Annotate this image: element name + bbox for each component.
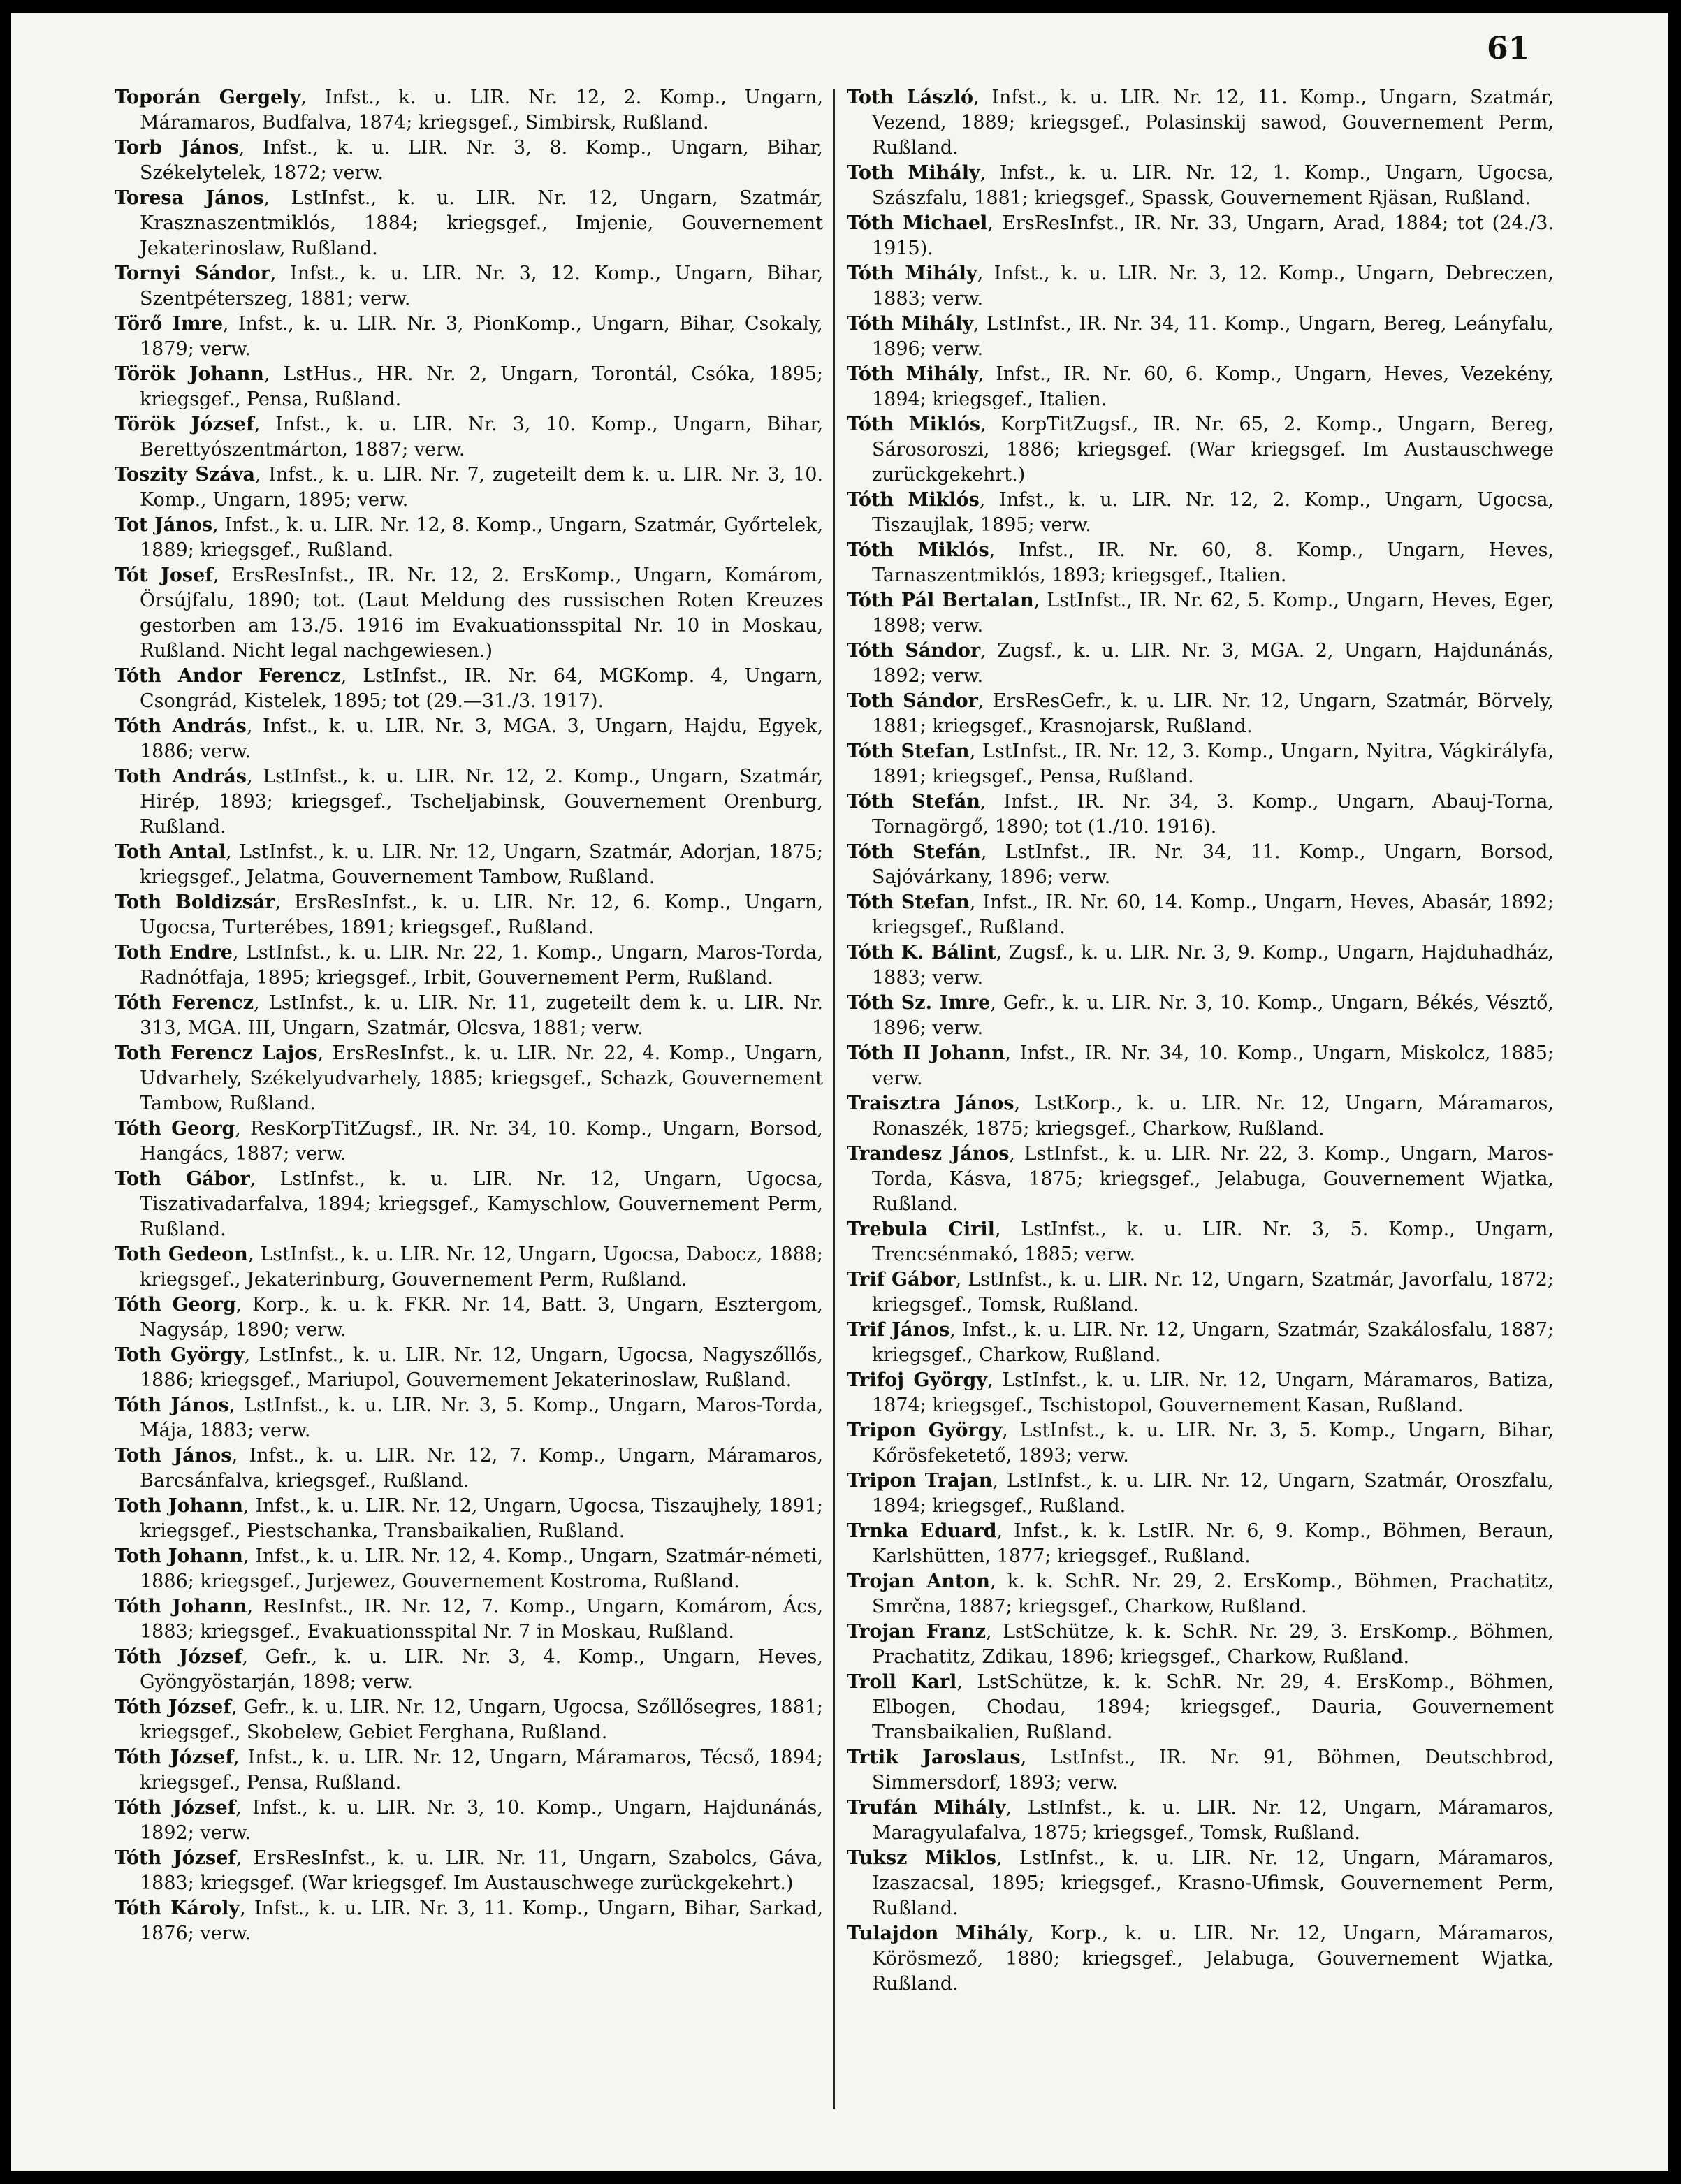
entry-name: Tóth Mihály xyxy=(847,263,977,284)
entry-details: , LstInfst., IR. Nr. 91, Böhmen, Deutschbrod, Simmersdorf, 1893; verw. xyxy=(872,1747,1554,1793)
entry-name: Toth Endre xyxy=(115,942,233,963)
register-entry xyxy=(115,312,823,362)
entry-name: Toth Johann xyxy=(115,1545,243,1567)
entry-name: Tóth Miklós xyxy=(847,539,989,561)
register-entry xyxy=(115,362,823,412)
entry-name: Toszity Száva xyxy=(115,464,256,486)
register-entry xyxy=(847,1091,1554,1142)
entry-name: Toresa János xyxy=(115,187,264,209)
entry-name: Tóth Miklós xyxy=(847,489,980,511)
register-entry xyxy=(115,714,823,764)
register-entry xyxy=(115,412,823,463)
entry-details: , Zugsf., k. u. LIR. Nr. 3, 9. Komp., Ungarn, Hajduhadház, 1883; verw. xyxy=(872,942,1554,989)
register-entry xyxy=(115,186,823,261)
register-entry xyxy=(115,513,823,563)
entry-name: Tóth Stefan xyxy=(847,891,970,913)
register-entry xyxy=(847,312,1554,362)
entry-details: , ErsResGefr., k. u. LIR. Nr. 12, Ungarn, Szatmár, Börvely, 1881; kriegsgef., Krasnojarsk, Rußland. xyxy=(872,690,1555,737)
entry-name: Tóth Miklós xyxy=(847,414,981,435)
entry-details: , ErsResInfst., IR. Nr. 33, Ungarn, Arad, 1884; tot (24./3. 1915). xyxy=(872,212,1554,259)
entry-name: Tóth József xyxy=(115,1847,236,1869)
register-entry xyxy=(115,1393,823,1443)
entry-name: Tóth Stefan xyxy=(847,741,970,762)
entry-details: , LstKorp., k. u. LIR. Nr. 12, Ungarn, Máramaros, Ronaszék, 1875; kriegsgef., Charkow, Rußland. xyxy=(872,1093,1554,1140)
entry-name: Toth András xyxy=(115,766,247,787)
register-entry xyxy=(847,488,1554,538)
register-entry xyxy=(847,1569,1554,1619)
entry-details: , LstHus., HR. Nr. 2, Ungarn, Torontál, Csóka, 1895; kriegsgef., Pensa, Rußland. xyxy=(140,363,823,410)
register-entry xyxy=(115,1242,823,1293)
entry-name: Tóth II Johann xyxy=(847,1042,1005,1064)
register-entry xyxy=(115,1544,823,1594)
entry-name: Tuksz Miklos xyxy=(847,1847,996,1869)
register-entry xyxy=(847,1796,1554,1846)
entry-details: , LstSchütze, k. k. SchR. Nr. 29, 3. ErsKomp., Böhmen, Prachatitz, Zdikau, 1896; kriegsgef., Charkow, Rußland. xyxy=(872,1621,1554,1668)
register-entry xyxy=(115,1343,823,1393)
entry-name: Tóth József xyxy=(115,1747,234,1768)
entry-details: , ErsResInfst., k. u. LIR. Nr. 22, 4. Komp., Ungarn, Udvarhely, Székelyudvarhely, 1885; kriegsgef., Schazk, Gouvernement Tambow, Rußland. xyxy=(140,1042,823,1114)
entry-details: , Infst., IR. Nr. 60, 8. Komp., Ungarn, Heves, Tarnaszentmiklós, 1893; kriegsgef., Italien. xyxy=(872,539,1555,586)
register-entry xyxy=(115,764,823,840)
entry-details: , Infst., k. u. LIR. Nr. 3, MGA. 3, Ungarn, Hajdu, Egyek, 1886; verw. xyxy=(140,715,823,762)
entry-name: Tóth Georg xyxy=(115,1294,236,1316)
register-entry xyxy=(847,1670,1554,1745)
entry-name: Tóth Ferencz xyxy=(115,992,254,1014)
entry-details: , Infst., IR. Nr. 60, 6. Komp., Ungarn, Heves, Vezekény, 1894; kriegsgef., Italien. xyxy=(872,363,1555,410)
entry-details: , LstInfst., IR. Nr. 34, 11. Komp., Ungarn, Bereg, Leányfalu, 1896; verw. xyxy=(872,313,1554,360)
register-entry xyxy=(847,1519,1554,1569)
entry-name: Trebula Ciril xyxy=(847,1218,995,1240)
entry-name: Törő Imre xyxy=(115,313,224,335)
entry-details: , Infst., k. u. LIR. Nr. 12, Ungarn, Szatmár, Szakálosfalu, 1887; kriegsgef., Charkow, Rußland. xyxy=(872,1319,1554,1366)
register-entry xyxy=(847,840,1554,890)
entry-details: , LstInfst., IR. Nr. 34, 11. Komp., Ungarn, Borsod, Sajóvárkany, 1896; verw. xyxy=(872,841,1554,888)
entry-name: Toth Johann xyxy=(115,1495,243,1517)
register-entry xyxy=(115,1116,823,1167)
entry-details: , LstInfst., k. u. LIR. Nr. 12, Ungarn, Ugocsa, Dabocz, 1888; kriegsgef., Jekaterinburg, Gouvernement Perm, Rußland. xyxy=(140,1244,823,1290)
register-entry xyxy=(115,1695,823,1745)
register-entry xyxy=(115,1293,823,1343)
entry-name: Toth Ferencz Lajos xyxy=(115,1042,318,1064)
register-entry xyxy=(847,1217,1554,1267)
register-entry xyxy=(115,840,823,890)
register-entry xyxy=(115,991,823,1041)
right-column xyxy=(847,85,1554,1997)
entry-name: Trufán Mihály xyxy=(847,1797,1006,1819)
entry-details: , LstInfst., k. u. LIR. Nr. 12, Ungarn, Szatmár, Javorfalu, 1872; kriegsgef., Tomsk, Rußland. xyxy=(872,1269,1555,1316)
entry-details: , LstInfst., IR. Nr. 62, 5. Komp., Ungarn, Heves, Eger, 1898; verw. xyxy=(872,590,1554,636)
entry-details: , Infst., k. k. LstIR. Nr. 6, 9. Komp., Böhmen, Beraun, Karlshütten, 1877; kriegsgef., Rußland. xyxy=(872,1520,1554,1567)
entry-name: Trojan Franz xyxy=(847,1621,986,1643)
entry-details: , LstInfst., k. u. LIR. Nr. 12, Ungarn, Máramaros, Batiza, 1874; kriegsgef., Tschistopol, Gouvernement Kasan, Rußland. xyxy=(872,1369,1555,1416)
entry-name: Tóth Pál Bertalan xyxy=(847,590,1034,611)
entry-name: Torb János xyxy=(115,137,239,159)
entry-name: Toth Boldizsár xyxy=(115,891,275,913)
register-entry xyxy=(847,739,1554,789)
entry-details: , Infst., k. u. LIR. Nr. 3, 12. Komp., Ungarn, Debreczen, 1883; verw. xyxy=(872,263,1555,310)
entry-name: Trifoj György xyxy=(847,1369,987,1391)
entry-name: Trif Gábor xyxy=(847,1269,956,1290)
entry-name: Tóth Mihály xyxy=(847,313,974,335)
entry-details: , Infst., k. u. LIR. Nr. 3, 8. Komp., Ungarn, Bihar, Székelytelek, 1872; verw. xyxy=(140,137,824,184)
entry-details: , LstInfst., IR. Nr. 64, MGKomp. 4, Ungarn, Csongrád, Kistelek, 1895; tot (29.—31./3. 1917). xyxy=(140,665,823,712)
entry-details: , LstInfst., k. u. LIR. Nr. 3, 5. Komp., Ungarn, Bihar, Kőrösfeketető, 1893; verw. xyxy=(872,1420,1554,1466)
register-entry xyxy=(115,1846,823,1896)
register-entry xyxy=(847,1368,1554,1418)
entry-name: Toth László xyxy=(847,87,973,108)
entry-details: , LstInfst., k. u. LIR. Nr. 12, Ungarn, Ugocsa, Nagyszőllős, 1886; kriegsgef., Mariupol, Gouvernement Jekaterinoslaw, Rußland. xyxy=(140,1344,823,1391)
entry-name: Tóth K. Bálint xyxy=(847,942,996,963)
entry-name: Tóth András xyxy=(115,715,247,737)
entry-name: Toth Sándor xyxy=(847,690,978,712)
entry-name: Traisztra János xyxy=(847,1093,1014,1114)
register-entry xyxy=(115,1796,823,1846)
entry-details: , LstInfst., k. u. LIR. Nr. 12, Ungarn, Szatmár, Adorjan, 1875; kriegsgef., Jelatma, Gouvernement Tambow, Rußland. xyxy=(140,841,823,888)
entry-name: Tóth Károly xyxy=(115,1898,240,1919)
register-entry xyxy=(115,463,823,513)
entry-details: , Infst., k. u. LIR. Nr. 3, 12. Komp., Ungarn, Bihar, Szentpéterszeg, 1881; verw. xyxy=(140,263,823,310)
register-entry xyxy=(847,1418,1554,1469)
entry-details: , Infst., k. u. LIR. Nr. 12, Ungarn, Ugocsa, Tiszaujhely, 1891; kriegsgef., Piestschanka, Transbaikalien, Rußland. xyxy=(140,1495,823,1542)
register-entry xyxy=(847,412,1554,488)
entry-name: Tulajdon Mihály xyxy=(847,1923,1028,1944)
entry-name: Tóth Sz. Imre xyxy=(847,992,991,1014)
entry-name: Tripon Trajan xyxy=(847,1470,993,1492)
register-entry xyxy=(847,940,1554,991)
entry-name: Tot János xyxy=(115,514,213,536)
entry-details: , Infst., k. u. LIR. Nr. 12, 2. Komp., Ungarn, Ugocsa, Tiszaujlak, 1895; verw. xyxy=(872,489,1555,536)
register-entry xyxy=(847,789,1554,840)
entry-details: , ErsResInfst., k. u. LIR. Nr. 11, Ungarn, Szabolcs, Gáva, 1883; kriegsgef. (War kriegsgef. Im Austauschwege zurückgekehrt.) xyxy=(140,1847,823,1894)
entry-name: Trif János xyxy=(847,1319,950,1341)
entry-details: , LstInfst., k. u. LIR. Nr. 12, Ungarn, Máramaros, Maragyulafalva, 1875; kriegsgef., Tomsk, Rußland. xyxy=(872,1797,1554,1844)
entry-name: Troll Karl xyxy=(847,1671,957,1693)
left-column xyxy=(115,85,823,1946)
register-entry xyxy=(847,890,1554,940)
entry-details: , LstInfst., IR. Nr. 12, 3. Komp., Ungarn, Nyitra, Vágkirályfa, 1891; kriegsgef., Pensa, Rußland. xyxy=(872,741,1554,787)
entry-name: Tóth József xyxy=(115,1646,242,1668)
entry-name: Toth Mihály xyxy=(847,162,980,184)
entry-details: , ErsResInfst., IR. Nr. 12, 2. ErsKomp., Ungarn, Komárom, Örsújfalu, 1890; tot. (Laut Meldung des russischen Roten Kreuzes gestorben am 13./5. 1916 im Evakuationsspital Nr. 10 in Moskau, Rußland. Nicht legal nachgewiesen.) xyxy=(140,565,823,662)
entry-details: , Gefr., k. u. LIR. Nr. 3, 10. Komp., Ungarn, Békés, Vésztő, 1896; verw. xyxy=(872,992,1554,1039)
entry-details: , Infst., k. u. LIR. Nr. 3, 10. Komp., Ungarn, Bihar, Berettyószentmárton, 1887; verw. xyxy=(140,414,823,460)
entry-details: , Infst., IR. Nr. 60, 14. Komp., Ungarn, Heves, Abasár, 1892; kriegsgef., Rußland. xyxy=(872,891,1554,938)
entry-details: , k. k. SchR. Nr. 29, 2. ErsKomp., Böhmen, Prachatitz, Smrčna, 1887; kriegsgef., Charkow, Rußland. xyxy=(872,1571,1554,1617)
entry-name: Tripon György xyxy=(847,1420,1003,1441)
register-entry xyxy=(115,136,823,186)
entry-name: Tóth Stefán xyxy=(847,791,980,813)
entry-details: , Infst., k. u. LIR. Nr. 3, 10. Komp., Ungarn, Hajdunánás, 1892; verw. xyxy=(140,1797,823,1844)
entry-name: Tóth Georg xyxy=(115,1118,235,1140)
entry-name: Trojan Anton xyxy=(847,1571,990,1592)
entry-name: Tornyi Sándor xyxy=(115,263,270,284)
entry-details: , LstInfst., k. u. LIR. Nr. 22, 1. Komp., Ungarn, Maros-Torda, Radnótfaja, 1895; kriegsgef., Irbit, Gouvernement Perm, Rußland. xyxy=(140,942,823,989)
entry-details: , LstInfst., k. u. LIR. Nr. 12, Ungarn, Máramaros, Izaszacsal, 1895; kriegsgef., Krasno-Ufimsk, Gouvernement Perm, Rußland. xyxy=(872,1847,1554,1919)
entry-details: , LstInfst., k. u. LIR. Nr. 12, Ungarn, Szatmár, Oroszfalu, 1894; kriegsgef., Rußland. xyxy=(872,1470,1554,1517)
entry-details: , Infst., k. u. LIR. Nr. 12, Ungarn, Máramaros, Técső, 1894; kriegsgef., Pensa, Rußland. xyxy=(140,1747,823,1793)
entry-details: , ResKorpTitZugsf., IR. Nr. 34, 10. Komp., Ungarn, Borsod, Hangács, 1887; verw. xyxy=(140,1118,823,1165)
register-entry xyxy=(847,1619,1554,1670)
entry-name: Török József xyxy=(115,414,254,435)
entry-details: , LstInfst., k. u. LIR. Nr. 3, 5. Komp., Ungarn, Trencsénmakó, 1885; verw. xyxy=(872,1218,1554,1265)
entry-name: Tót Josef xyxy=(115,565,213,586)
register-entry xyxy=(847,85,1554,161)
register-entry xyxy=(115,1443,823,1494)
register-entry xyxy=(115,1645,823,1695)
register-entry xyxy=(115,1594,823,1645)
entry-name: Toth Gedeon xyxy=(115,1244,248,1265)
register-entry xyxy=(115,1745,823,1796)
register-entry xyxy=(115,940,823,991)
entry-details: , ResInfst., IR. Nr. 12, 7. Komp., Ungarn, Komárom, Ács, 1883; kriegsgef., Evakuationsspital Nr. 7 in Moskau, Rußland. xyxy=(140,1596,823,1643)
register-entry xyxy=(115,1494,823,1544)
register-entry xyxy=(847,1921,1554,1997)
entry-details: , Infst., k. u. LIR. Nr. 3, PionKomp., Ungarn, Bihar, Csokaly, 1879; verw. xyxy=(140,313,824,360)
entry-details: , Infst., k. u. LIR. Nr. 12, 1. Komp., Ungarn, Ugocsa, Szászfalu, 1881; kriegsgef., Spassk, Gouvernement Rjäsan, Rußland. xyxy=(872,162,1555,209)
entry-details: , Gefr., k. u. LIR. Nr. 3, 4. Komp., Ungarn, Heves, Gyöngyöstarján, 1898; verw. xyxy=(140,1646,823,1693)
register-entry xyxy=(115,890,823,940)
register-entry xyxy=(847,362,1554,412)
register-entry xyxy=(847,1846,1554,1921)
register-entry xyxy=(115,1896,823,1946)
entry-details: , Infst., k. u. LIR. Nr. 12, 7. Komp., Ungarn, Máramaros, Barcsánfalva, kriegsgef., Rußland. xyxy=(140,1445,823,1492)
entry-details: , LstInfst., k. u. LIR. Nr. 22, 3. Komp., Ungarn, Maros-Torda, Kásva, 1875; kriegsgef., Jelabuga, Gouvernement Wjatka, Rußland. xyxy=(872,1143,1554,1215)
register-entry xyxy=(115,664,823,714)
entry-name: Trtik Jaroslaus xyxy=(847,1747,1021,1768)
entry-name: Trandesz János xyxy=(847,1143,1010,1165)
entry-details: , Infst., k. u. LIR. Nr. 12, 2. Komp., Ungarn, Máramaros, Budfalva, 1874; kriegsgef., Simbirsk, Rußland. xyxy=(140,87,823,133)
register-entry xyxy=(115,85,823,136)
entry-name: Trnka Eduard xyxy=(847,1520,997,1542)
entry-details: , Infst., k. u. LIR. Nr. 3, 11. Komp., Ungarn, Bihar, Sarkad, 1876; verw. xyxy=(140,1898,823,1944)
entry-name: Török Johann xyxy=(115,363,264,385)
entry-name: Tóth Andor Ferencz xyxy=(115,665,341,687)
register-entry xyxy=(847,991,1554,1041)
register-entry xyxy=(847,538,1554,588)
entry-name: Tóth Mihály xyxy=(847,363,978,385)
entry-details: , Infst., k. u. LIR. Nr. 12, 8. Komp., Ungarn, Szatmár, Győrtelek, 1889; kriegsgef., Rußland. xyxy=(140,514,823,561)
register-entry xyxy=(847,261,1554,312)
entry-name: Toth János xyxy=(115,1445,232,1466)
entry-name: Tóth Stefán xyxy=(847,841,981,863)
entry-name: Toth Antal xyxy=(115,841,226,863)
entry-details: , ErsResInfst., k. u. LIR. Nr. 12, 6. Komp., Ungarn, Ugocsa, Turterébes, 1891; kriegsgef., Rußland. xyxy=(140,891,823,938)
entry-details: , Gefr., k. u. LIR. Nr. 12, Ungarn, Ugocsa, Szőllősegres, 1881; kriegsgef., Skobelew, Gebiet Ferghana, Rußland. xyxy=(140,1696,823,1743)
entry-details: , LstInfst., k. u. LIR. Nr. 11, zugeteilt dem k. u. LIR. Nr. 313, MGA. III, Ungarn, Szatmár, Olcsva, 1881; verw. xyxy=(140,992,823,1039)
entry-details: , Infst., k. u. LIR. Nr. 12, 11. Komp., Ungarn, Szatmár, Vezend, 1889; kriegsgef., Polasinskij sawod, Gouvernement Perm, Rußland. xyxy=(872,87,1554,159)
entry-name: Tóth József xyxy=(115,1696,231,1718)
register-entry xyxy=(847,1469,1554,1519)
register-entry xyxy=(115,1167,823,1242)
column-divider xyxy=(833,89,835,2109)
register-entry xyxy=(847,161,1554,211)
register-entry xyxy=(847,1318,1554,1368)
entry-name: Tóth Michael xyxy=(847,212,988,234)
entry-name: Tóth Johann xyxy=(115,1596,247,1617)
entry-details: , Infst., k. u. LIR. Nr. 12, 4. Komp., Ungarn, Szatmár-németi, 1886; kriegsgef., Jurjewez, Gouvernement Kostroma, Rußland. xyxy=(140,1545,823,1592)
entry-name: Toth György xyxy=(115,1344,245,1366)
page-number: 61 xyxy=(1487,31,1530,66)
register-entry xyxy=(847,1745,1554,1796)
entry-details: , LstSchütze, k. k. SchR. Nr. 29, 4. ErsKomp., Böhmen, Elbogen, Chodau, 1894; kriegsgef., Dauria, Gouvernement Transbaikalien, Rußland. xyxy=(872,1671,1554,1743)
entry-details: , Korp., k. u. k. FKR. Nr. 14, Batt. 3, Ungarn, Esztergom, Nagysáp, 1890; verw. xyxy=(140,1294,823,1341)
register-entry xyxy=(115,1041,823,1116)
entry-details: , LstInfst., k. u. LIR. Nr. 12, 2. Komp., Ungarn, Szatmár, Hirép, 1893; kriegsgef., Tscheljabinsk, Gouvernement Orenburg, Rußland. xyxy=(140,766,824,838)
register-entry xyxy=(847,1142,1554,1217)
entry-name: Tóth Sándor xyxy=(847,640,981,662)
register-entry xyxy=(847,639,1554,689)
entry-name: Tóth József xyxy=(115,1797,236,1819)
entry-name: Toth Gábor xyxy=(115,1168,250,1190)
entry-details: , LstInfst., k. u. LIR. Nr. 3, 5. Komp., Ungarn, Maros-Torda, Mája, 1883; verw. xyxy=(140,1395,823,1441)
register-entry xyxy=(847,211,1554,261)
register-entry xyxy=(847,588,1554,639)
register-entry xyxy=(115,563,823,664)
entry-details: , Infst., k. u. LIR. Nr. 7, zugeteilt dem k. u. LIR. Nr. 3, 10. Komp., Ungarn, 1895; verw. xyxy=(140,464,823,511)
entry-details: , Infst., IR. Nr. 34, 3. Komp., Ungarn, Abauj-Torna, Tornagörgő, 1890; tot (1./10. 1916). xyxy=(872,791,1554,838)
entry-details: , Zugsf., k. u. LIR. Nr. 3, MGA. 2, Ungarn, Hajdunánás, 1892; verw. xyxy=(872,640,1554,687)
register-entry xyxy=(847,1041,1554,1091)
register-entry xyxy=(115,261,823,312)
entry-details: , LstInfst., k. u. LIR. Nr. 12, Ungarn, Szatmár, Krasznaszentmiklós, 1884; kriegsgef., Imjenie, Gouvernement Jekaterinoslaw, Rußland. xyxy=(140,187,823,259)
register-entry xyxy=(847,689,1554,739)
entry-details: , Korp., k. u. LIR. Nr. 12, Ungarn, Máramaros, Körösmező, 1880; kriegsgef., Jelabuga, Gouvernement Wjatka, Rußland. xyxy=(872,1923,1554,1995)
entry-details: , Infst., IR. Nr. 34, 10. Komp., Ungarn, Miskolcz, 1885; verw. xyxy=(872,1042,1554,1089)
entry-details: , LstInfst., k. u. LIR. Nr. 12, Ungarn, Ugocsa, Tiszativadarfalva, 1894; kriegsgef., Kamyschlow, Gouvernement Perm, Rußland. xyxy=(140,1168,823,1240)
entry-name: Tóth János xyxy=(115,1395,229,1416)
entry-name: Toporán Gergely xyxy=(115,87,301,108)
register-entry xyxy=(847,1267,1554,1318)
entry-details: , KorpTitZugsf., IR. Nr. 65, 2. Komp., Ungarn, Bereg, Sárosoroszi, 1886; kriegsgef. (War kriegsgef. Im Austauschwege zurückgekehrt.) xyxy=(872,414,1555,486)
